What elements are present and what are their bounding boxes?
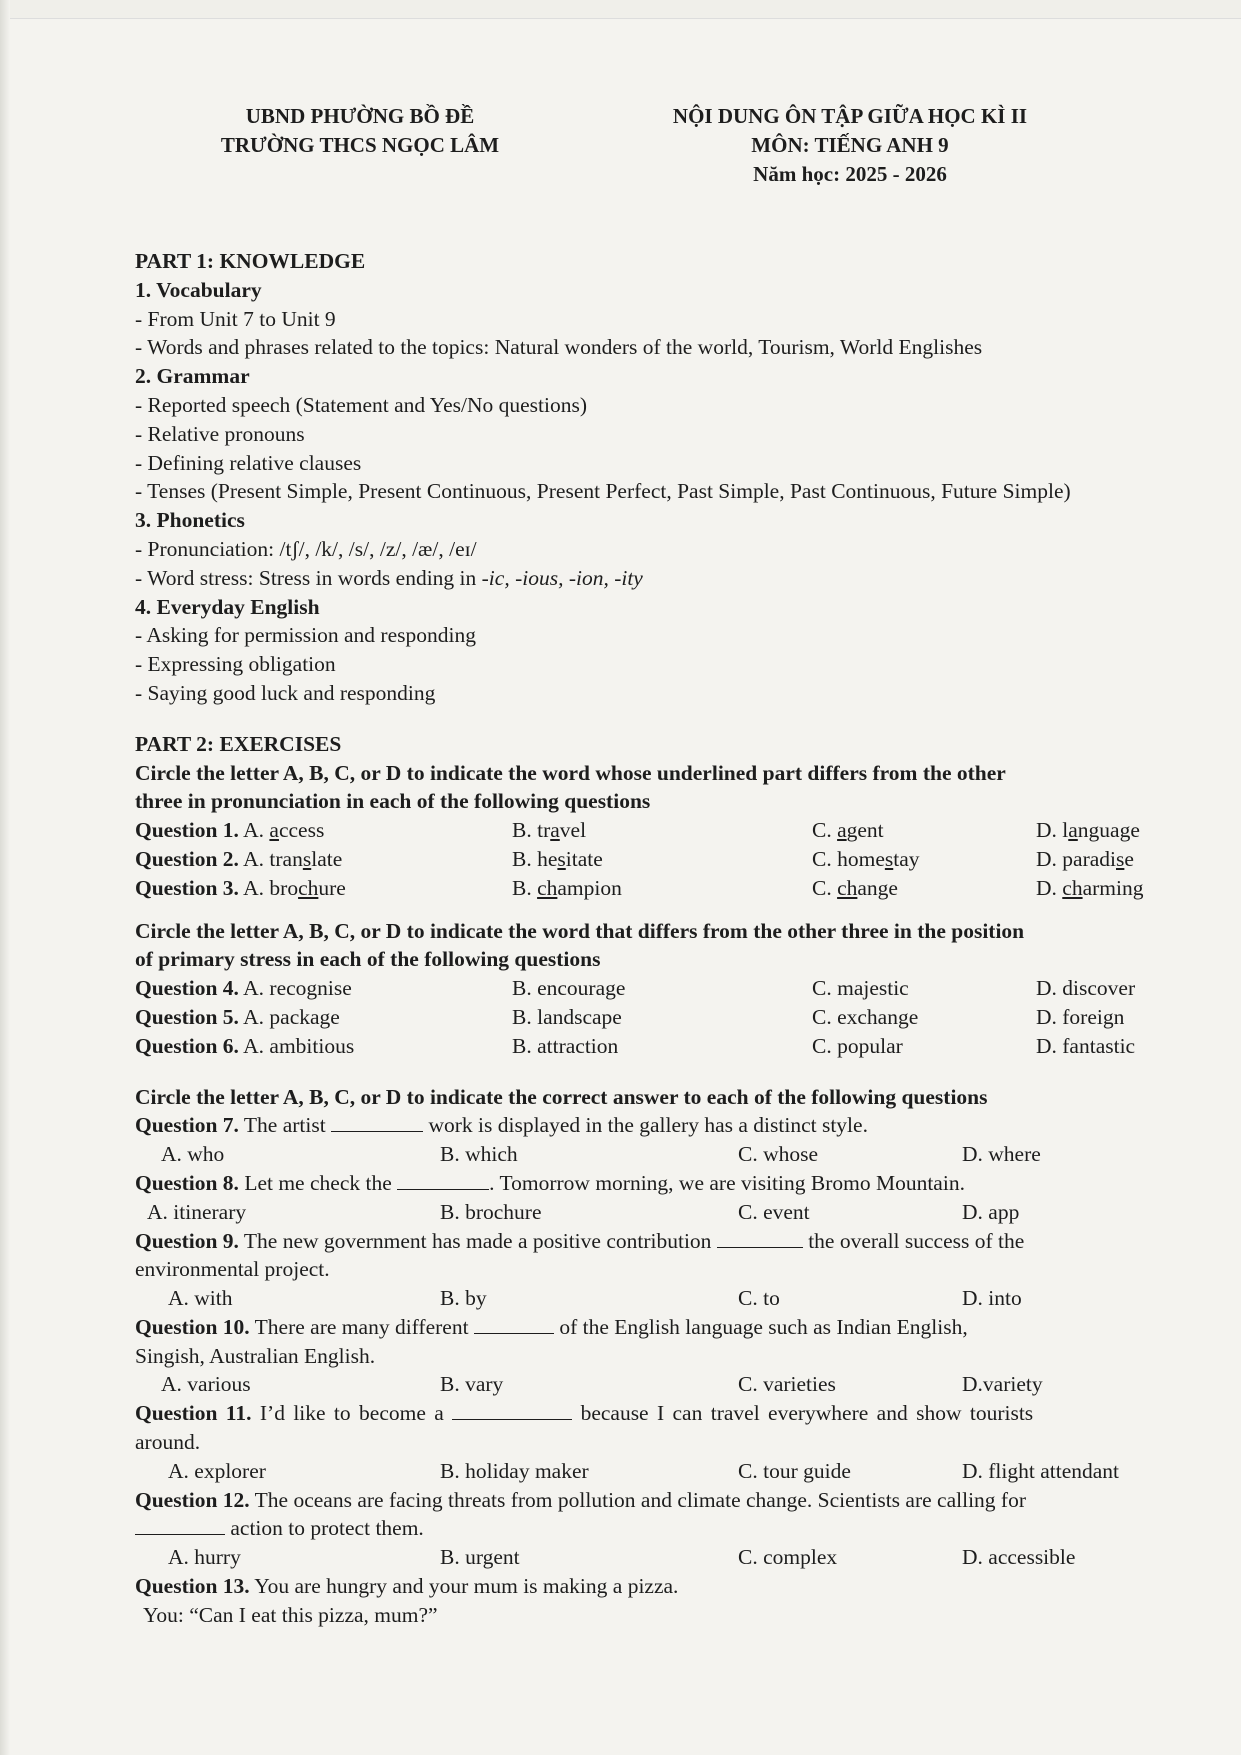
question-text: of the English language such as Indian English, — [553, 1314, 968, 1339]
part1-title: PART 1: KNOWLEDGE — [135, 249, 366, 273]
option-d: D. l — [1036, 818, 1069, 843]
question-label: Question 3. — [135, 875, 239, 900]
document-body — [135, 247, 1187, 1630]
option-c: C. home — [812, 846, 885, 871]
question-label: Question 6. — [135, 1033, 239, 1058]
underlined-part: a — [837, 818, 847, 843]
question-text: work is displayed in the gallery has a distinct style. — [423, 1113, 868, 1138]
option-b: B. encourage — [512, 976, 626, 1001]
option-a: A. explorer — [168, 1458, 266, 1483]
vocab-item: - From Unit 7 to Unit 9 — [135, 306, 336, 331]
option-a: A. various — [161, 1372, 251, 1397]
instruction-line: of primary stress in each of the following questions — [135, 947, 601, 972]
grammar-item: - Reported speech (Statement and Yes/No questions) — [135, 392, 588, 417]
question-text: . Tomorrow morning, we are visiting Bromo Mountain. — [489, 1170, 965, 1195]
option-c: C. event — [738, 1199, 810, 1224]
option-b: B. tr — [512, 818, 551, 843]
answer-blank — [717, 1227, 803, 1248]
underlined-part: ch — [298, 875, 319, 900]
question-13 — [135, 1572, 1187, 1601]
question-7 — [135, 1111, 1187, 1140]
answer-blank — [474, 1313, 554, 1334]
option-d: D. app — [962, 1199, 1020, 1224]
option-b-rest: vel — [559, 818, 587, 843]
instruction-correct-answer: Circle the letter A, B, C, or D to indicate the correct answer to each of the following questions — [135, 1084, 988, 1109]
option-b: B. urgent — [440, 1545, 520, 1570]
option-a: A. — [243, 818, 270, 843]
underlined-part: ch — [1062, 875, 1083, 900]
subject: MÔN: TIẾNG ANH 9 — [751, 133, 949, 157]
option-c: C. — [812, 818, 838, 843]
question-label: Question 1. — [135, 818, 239, 843]
option-c: C. whose — [738, 1142, 819, 1167]
underlined-part: s — [302, 846, 312, 871]
grammar-title: 2. Grammar — [135, 364, 250, 389]
answer-blank — [135, 1514, 225, 1535]
option-b: B. landscape — [512, 1004, 622, 1029]
option-d-rest: nguage — [1077, 818, 1140, 843]
question-7-options — [135, 1140, 1187, 1169]
question-12-options — [135, 1543, 1187, 1572]
option-b: B. he — [512, 846, 558, 871]
option-c: C. tour guide — [738, 1458, 851, 1483]
question-10 — [135, 1313, 1187, 1371]
exam-header — [600, 102, 1100, 189]
option-c: C. varieties — [738, 1372, 836, 1397]
word-stress-label: - Word stress: Stress in words ending in — [135, 565, 482, 590]
question-13-dialogue: You: “Can I eat this pizza, mum?” — [143, 1602, 438, 1627]
question-2 — [135, 845, 1187, 874]
answer-blank — [331, 1111, 423, 1132]
question-text: because I can travel everywhere and show tourists — [572, 1401, 1034, 1426]
option-d: D. paradi — [1036, 846, 1116, 871]
option-a: A. tran — [243, 846, 303, 871]
underlined-part: ch — [537, 875, 558, 900]
option-d: D.variety — [962, 1372, 1043, 1397]
option-b: B. attraction — [512, 1033, 619, 1058]
question-text: Let me check the — [238, 1170, 398, 1195]
everyday-item: - Expressing obligation — [135, 652, 336, 677]
option-c-rest: tay — [893, 846, 920, 871]
option-a-rest: ccess — [278, 818, 325, 843]
question-8-options — [135, 1198, 1187, 1227]
question-label: Question 13. — [135, 1574, 250, 1599]
option-b: B. holiday maker — [440, 1458, 589, 1483]
option-b-rest: itate — [565, 846, 603, 871]
question-label: Question 12. — [135, 1487, 250, 1512]
option-c: C. exchange — [812, 1004, 919, 1029]
ward-name: UBND PHƯỜNG BỒ ĐỀ — [245, 104, 475, 128]
question-label: Question 11. — [135, 1401, 252, 1426]
option-a: A. package — [243, 1004, 340, 1029]
option-d-rest: arming — [1082, 875, 1144, 900]
option-b: B. by — [440, 1286, 487, 1311]
instruction-stress — [135, 917, 1187, 975]
question-label: Question 8. — [135, 1170, 239, 1195]
option-b-rest: ampion — [557, 875, 622, 900]
option-a: A. with — [168, 1286, 233, 1311]
question-text: The artist — [238, 1113, 332, 1138]
option-a-rest: late — [311, 846, 343, 871]
question-text: The new government has made a positive contribution — [238, 1228, 717, 1253]
question-label: Question 4. — [135, 976, 239, 1001]
option-c-rest: ange — [857, 875, 898, 900]
option-c: C. — [812, 875, 838, 900]
question-1 — [135, 816, 1187, 845]
option-a: A. hurry — [168, 1545, 241, 1570]
option-c: C. majestic — [812, 976, 909, 1001]
scan-top-edge — [0, 0, 1241, 19]
phonetics-item: - Pronunciation: /tʃ/, /k/, /s/, /z/, /æ/, /eɪ/ — [135, 536, 477, 561]
question-8 — [135, 1169, 1187, 1198]
option-d: D. discover — [1036, 976, 1136, 1001]
option-c: C. to — [738, 1286, 780, 1311]
answer-blank — [452, 1399, 572, 1420]
option-b: B. which — [440, 1142, 518, 1167]
question-label: Question 7. — [135, 1113, 239, 1138]
word-stress-endings: -ic, -ious, -ion, -ity — [481, 565, 643, 590]
question-text: I’d like to become a — [251, 1401, 453, 1426]
question-12 — [135, 1486, 1187, 1544]
underlined-part: a — [269, 818, 279, 843]
question-9 — [135, 1227, 1187, 1285]
option-a: A. bro — [243, 875, 299, 900]
instruction-line: Circle the letter A, B, C, or D to indicate the word that differs from the other three in the position — [135, 918, 1025, 943]
question-label: Question 5. — [135, 1004, 239, 1029]
option-a: A. who — [161, 1142, 225, 1167]
instruction-line: three in pronunciation in each of the following questions — [135, 789, 651, 814]
option-d: D. flight attendant — [962, 1458, 1120, 1483]
answer-blank — [397, 1169, 489, 1190]
underlined-part: s — [1116, 846, 1125, 871]
option-d: D. — [1036, 875, 1063, 900]
question-4 — [135, 974, 1187, 1003]
underlined-part: a — [550, 818, 560, 843]
option-b: B. — [512, 875, 538, 900]
grammar-item: - Tenses (Present Simple, Present Continuous, Present Perfect, Past Simple, Past Continuous, Future Simple) — [135, 479, 1071, 504]
option-b: B. vary — [440, 1372, 504, 1397]
option-a: A. recognise — [243, 976, 352, 1001]
everyday-item: - Saying good luck and responding — [135, 680, 436, 705]
question-10-options — [135, 1370, 1187, 1399]
grammar-item: - Relative pronouns — [135, 421, 305, 446]
question-text: You are hungry and your mum is making a pizza. — [249, 1574, 679, 1599]
question-9-options — [135, 1284, 1187, 1313]
everyday-title: 4. Everyday English — [135, 594, 320, 619]
underlined-part: s — [884, 846, 894, 871]
question-label: Question 9. — [135, 1228, 239, 1253]
option-d: D. foreign — [1036, 1004, 1125, 1029]
part2-title: PART 2: EXERCISES — [135, 731, 342, 756]
everyday-item: - Asking for permission and responding — [135, 623, 476, 648]
phonetics-item — [135, 564, 1187, 593]
question-label: Question 10. — [135, 1314, 250, 1339]
option-a-rest: ure — [318, 875, 346, 900]
option-c-rest: gent — [846, 818, 884, 843]
school-name: TRƯỜNG THCS NGỌC LÂM — [220, 133, 500, 157]
question-text: There are many different — [249, 1314, 474, 1339]
school-year: Năm học: 2025 - 2026 — [753, 162, 947, 186]
question-5 — [135, 1003, 1187, 1032]
option-d: D. fantastic — [1036, 1033, 1136, 1058]
vocab-item: - Words and phrases related to the topics: Natural wonders of the world, Tourism, World Englishes — [135, 335, 983, 360]
instruction-pronunciation — [135, 759, 1187, 817]
option-d: D. accessible — [962, 1545, 1076, 1570]
underlined-part: a — [1068, 818, 1078, 843]
option-a: A. itinerary — [147, 1199, 247, 1224]
grammar-item: - Defining relative clauses — [135, 450, 362, 475]
scan-left-edge — [0, 0, 10, 1755]
option-c: C. complex — [738, 1545, 838, 1570]
question-text: action to protect them. — [225, 1516, 424, 1541]
question-3 — [135, 874, 1187, 903]
question-11-options — [135, 1457, 1187, 1486]
question-text: environmental project. — [135, 1257, 330, 1282]
question-text: The oceans are facing threats from pollution and climate change. Scientists are calling for — [249, 1487, 1026, 1512]
question-6 — [135, 1032, 1187, 1061]
option-d-rest: e — [1124, 846, 1134, 871]
option-c: C. popular — [812, 1033, 903, 1058]
option-a: A. ambitious — [243, 1033, 355, 1058]
option-d: D. where — [962, 1142, 1041, 1167]
school-header — [150, 102, 570, 160]
instruction-line: Circle the letter A, B, C, or D to indicate the word whose underlined part differs from the other — [135, 760, 1006, 785]
option-d: D. into — [962, 1286, 1022, 1311]
exam-title: NỘI DUNG ÔN TẬP GIỮA HỌC KÌ II — [672, 104, 1028, 128]
question-label: Question 2. — [135, 846, 239, 871]
phonetics-title: 3. Phonetics — [135, 508, 245, 533]
question-text: the overall success of the — [802, 1228, 1025, 1253]
underlined-part: s — [557, 846, 566, 871]
vocab-title: 1. Vocabulary — [135, 277, 262, 302]
underlined-part: ch — [837, 875, 858, 900]
option-b: B. brochure — [440, 1199, 542, 1224]
question-11 — [135, 1399, 1187, 1457]
question-text: around. — [135, 1430, 201, 1455]
question-text: Singish, Australian English. — [135, 1343, 376, 1368]
